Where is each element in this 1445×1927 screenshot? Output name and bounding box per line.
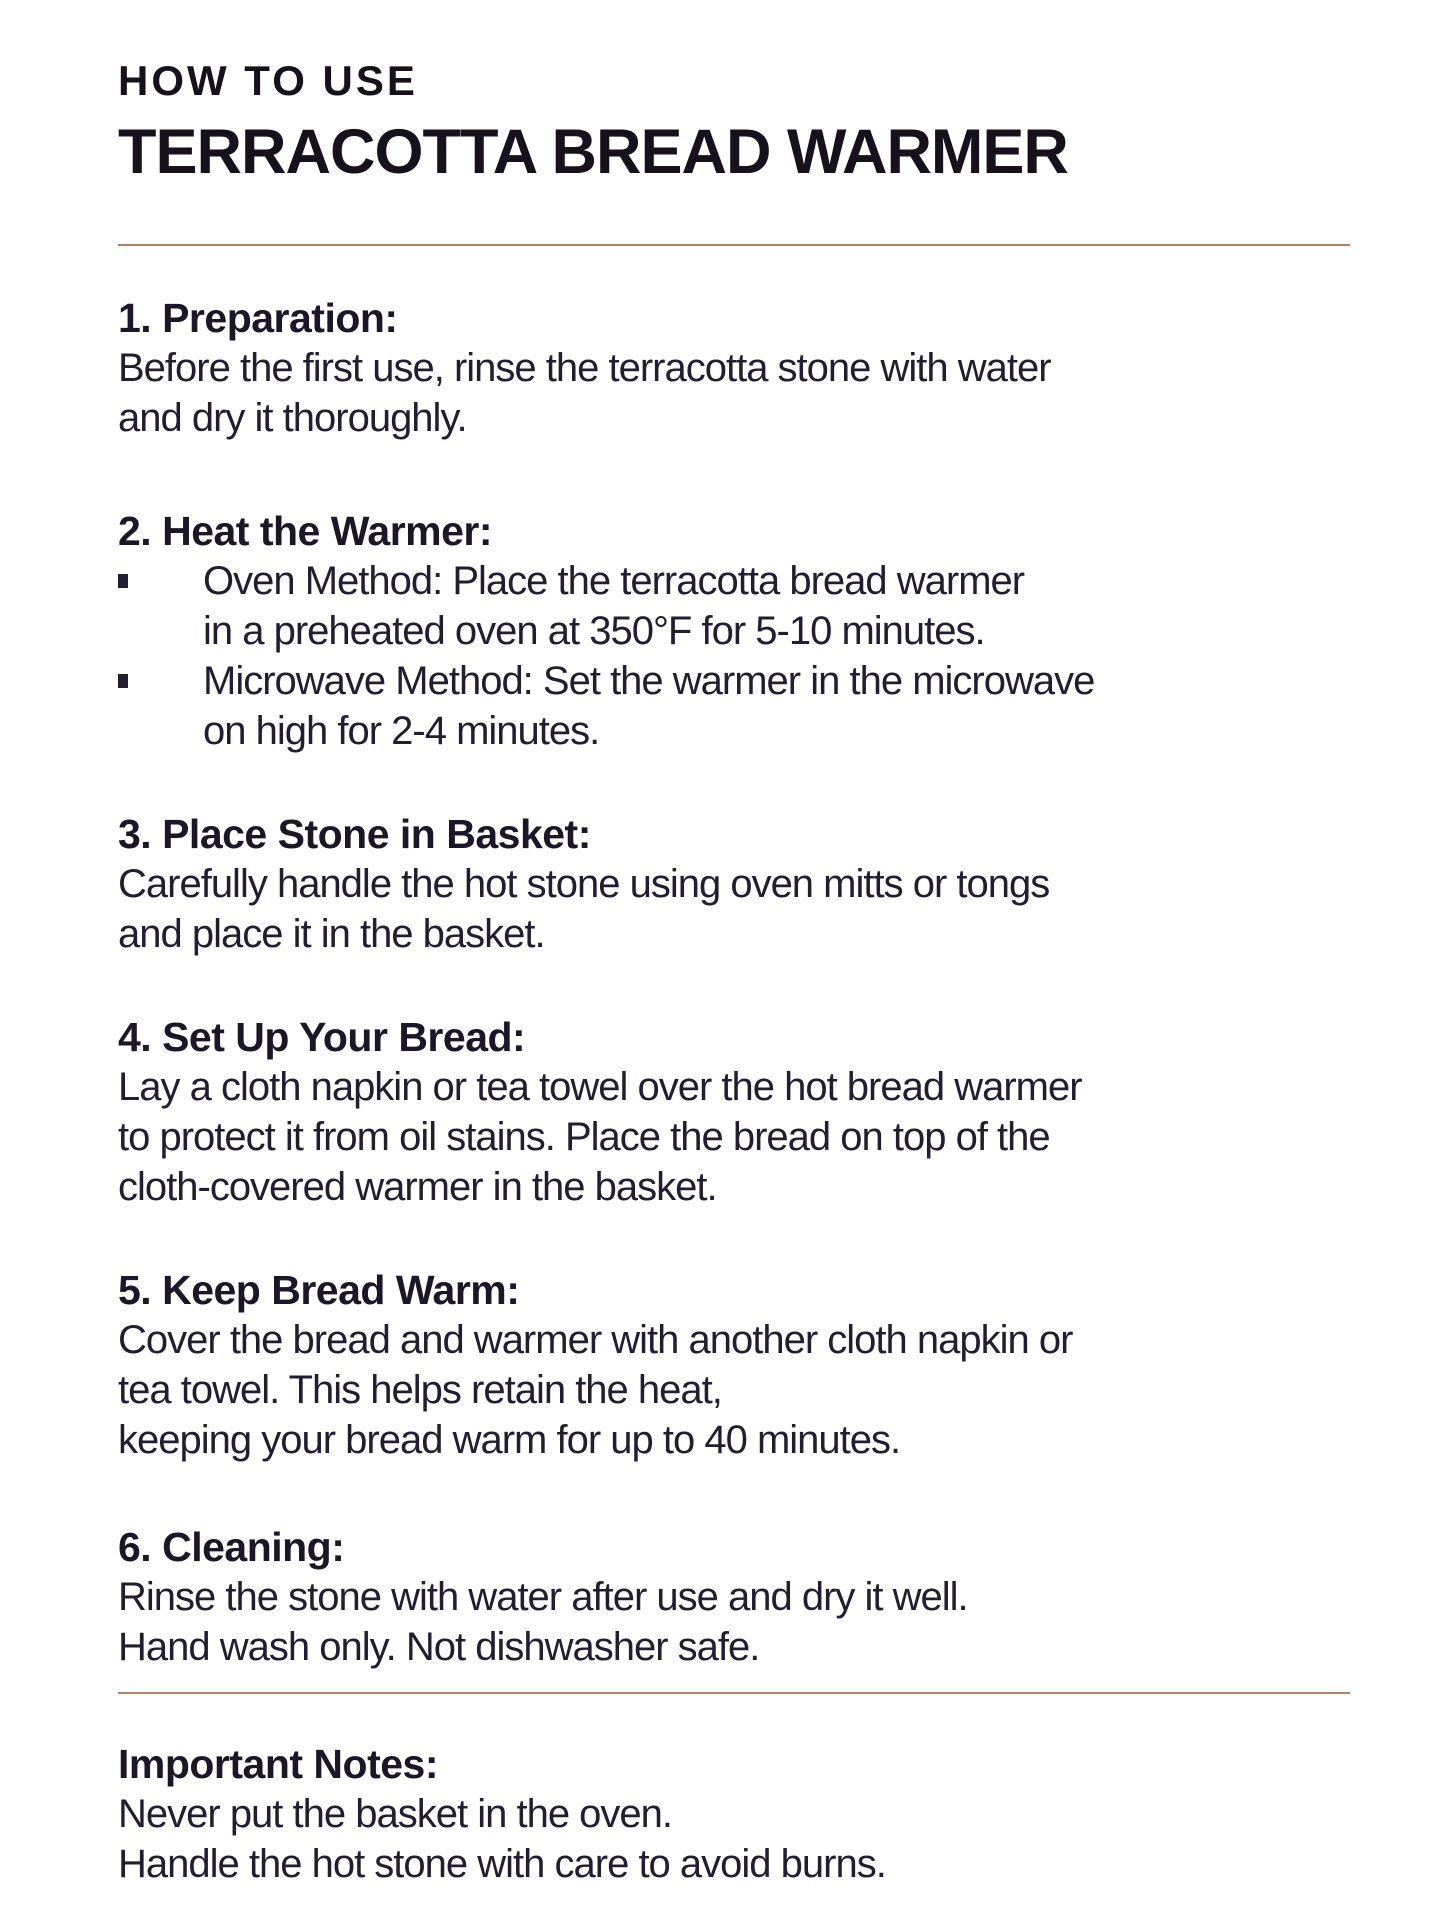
body-line: Oven Method: Place the terracotta bread warmer — [203, 559, 1025, 604]
bullet-item-microwave-method — [118, 656, 1350, 756]
square-bullet-icon — [118, 574, 128, 588]
square-bullet-icon — [118, 674, 128, 688]
section-keep-bread-warm — [118, 1268, 1350, 1465]
section-heading: Important Notes: — [118, 1741, 438, 1788]
body-line: tea towel. This helps retain the heat, — [118, 1368, 722, 1413]
section-body — [118, 1315, 1350, 1465]
section-cleaning — [118, 1525, 1350, 1672]
body-line: Microwave Method: Set the warmer in the microwave — [203, 659, 1095, 704]
section-heading: 5. Keep Bread Warm: — [118, 1267, 520, 1314]
section-set-up-bread — [118, 1015, 1350, 1212]
body-line: Handle the hot stone with care to avoid burns. — [118, 1842, 886, 1887]
section-heading: 1. Preparation: — [118, 295, 398, 342]
body-line: Cover the bread and warmer with another cloth napkin or — [118, 1318, 1073, 1363]
body-line: cloth-covered warmer in the basket. — [118, 1165, 717, 1210]
section-heading: 2. Heat the Warmer: — [118, 508, 493, 555]
section-body — [118, 1062, 1350, 1212]
section-body — [118, 343, 1350, 443]
bullet-list — [118, 556, 1350, 756]
bullet-item-oven-method — [118, 556, 1350, 656]
body-line: keeping your bread warm for up to 40 minutes. — [118, 1418, 901, 1463]
body-line: Lay a cloth napkin or tea towel over the hot bread warmer — [118, 1065, 1082, 1110]
body-line: on high for 2-4 minutes. — [203, 709, 600, 754]
eyebrow-how-to-use: HOW TO USE — [118, 57, 418, 104]
section-heat-the-warmer — [118, 509, 1350, 756]
section-body — [118, 859, 1350, 959]
section-important-notes — [118, 1742, 1350, 1889]
body-line: Never put the basket in the oven. — [118, 1792, 673, 1837]
section-place-stone — [118, 812, 1350, 959]
section-heading: 4. Set Up Your Bread: — [118, 1014, 526, 1061]
body-line: to protect it from oil stains. Place the bread on top of the — [118, 1115, 1050, 1160]
bullet-text — [203, 556, 1024, 656]
body-line: and dry it thoroughly. — [118, 396, 467, 441]
body-line: Before the first use, rinse the terracotta stone with water — [118, 346, 1051, 391]
body-line: Hand wash only. Not dishwasher safe. — [118, 1625, 760, 1670]
body-line: in a preheated oven at 350°F for 5-10 minutes. — [203, 609, 985, 654]
page-title: TERRACOTTA BREAD WARMER — [118, 117, 1068, 187]
divider-bottom — [118, 1692, 1350, 1694]
body-line: Carefully handle the hot stone using oven mitts or tongs — [118, 862, 1050, 907]
section-heading: 6. Cleaning: — [118, 1524, 345, 1571]
bullet-text — [203, 656, 1094, 756]
section-heading: 3. Place Stone in Basket: — [118, 811, 591, 858]
body-line: and place it in the basket. — [118, 912, 545, 957]
section-body — [118, 1789, 1350, 1889]
body-line: Rinse the stone with water after use and dry it well. — [118, 1575, 968, 1620]
divider-top — [118, 244, 1350, 246]
section-preparation — [118, 296, 1350, 443]
section-body — [118, 1572, 1350, 1672]
